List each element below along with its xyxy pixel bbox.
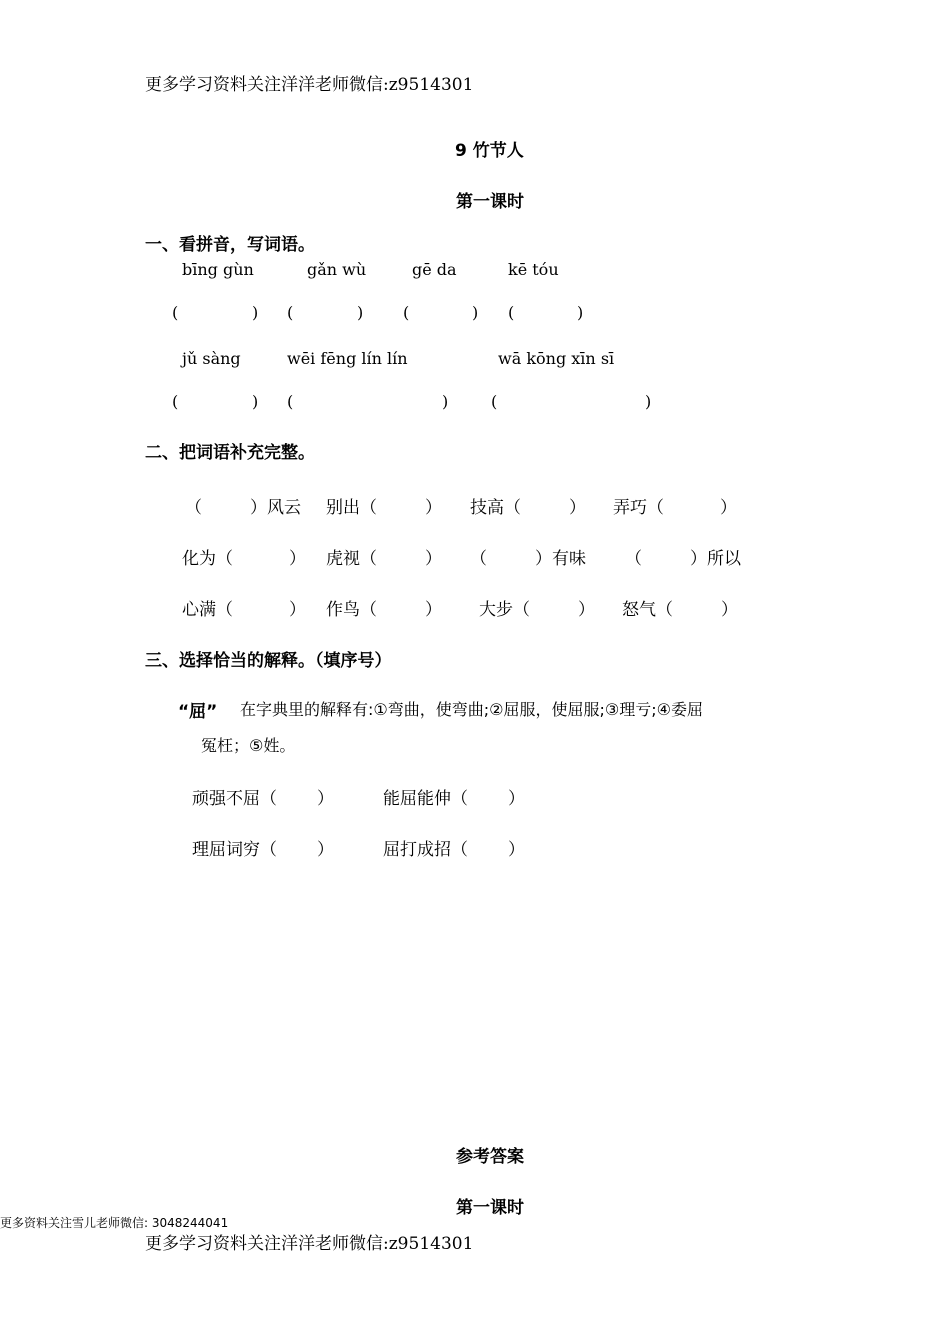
answer-bracket-open: ( — [172, 303, 179, 322]
idiom-blank: 技高（ ） — [470, 498, 586, 518]
idiom-blank: （ ）有味 — [470, 549, 586, 569]
meaning-blank: 能屈能伸（ ） — [383, 789, 525, 809]
answer-bracket-close: ) — [357, 303, 364, 322]
idiom-blank: 怒气（ ） — [622, 600, 738, 620]
answer-bracket-close: ) — [577, 303, 584, 322]
pinyin-item: wēi fēng lín lín — [287, 349, 408, 368]
section1-heading: 一、看拼音，写词语。 — [145, 235, 315, 255]
meaning-blank: 屈打成招（ ） — [383, 840, 525, 860]
answer-bracket-open: ( — [403, 303, 410, 322]
quoted-character: “屈” — [178, 702, 218, 722]
answer-bracket-close: ) — [472, 303, 479, 322]
idiom-blank: 作鸟（ ） — [326, 600, 442, 620]
idiom-blank: 化为（ ） — [182, 549, 306, 569]
answer-bracket-close: ) — [252, 303, 259, 322]
pinyin-item: gē da — [412, 260, 457, 279]
header-contact: 更多学习资料关注洋洋老师微信:z9514301 — [145, 75, 474, 95]
pinyin-item: kē tóu — [508, 260, 559, 279]
answers-lesson: 第一课时 — [456, 1198, 524, 1218]
answer-bracket-open: ( — [287, 392, 294, 411]
answer-bracket-close: ) — [645, 392, 652, 411]
idiom-blank: （ ）所以 — [625, 549, 741, 569]
pinyin-item: gǎn wù — [307, 260, 367, 279]
section2-heading: 二、把词语补充完整。 — [145, 443, 315, 463]
meaning-blank: 顽强不屈（ ） — [192, 789, 334, 809]
page-title: 9 竹节人 — [455, 141, 524, 161]
idiom-blank: （ ）风云 — [185, 498, 301, 518]
answer-bracket-open: ( — [508, 303, 515, 322]
watermark-text: 更多资料关注雪儿老师微信: 3048244041 — [0, 1216, 229, 1230]
answers-title: 参考答案 — [456, 1147, 524, 1167]
definition-line: 冤枉；⑤姓。 — [201, 736, 296, 755]
definition-line: 在字典里的解释有:①弯曲，使弯曲;②屈服，使屈服;③理亏;④委屈 — [240, 700, 703, 719]
answer-bracket-open: ( — [172, 392, 179, 411]
pinyin-item: wā kōng xīn sī — [498, 349, 615, 368]
idiom-blank: 弄巧（ ） — [613, 498, 737, 518]
lesson-title: 第一课时 — [456, 192, 524, 212]
idiom-blank: 虎视（ ） — [326, 549, 442, 569]
section3-heading: 三、选择恰当的解释。（填序号） — [145, 651, 392, 671]
meaning-blank: 理屈词穷（ ） — [192, 840, 334, 860]
idiom-blank: 大步（ ） — [479, 600, 595, 620]
answer-bracket-close: ) — [252, 392, 259, 411]
answer-bracket-open: ( — [491, 392, 498, 411]
idiom-blank: 心满（ ） — [182, 600, 306, 620]
pinyin-item: jǔ sàng — [182, 349, 241, 368]
idiom-blank: 别出（ ） — [326, 498, 442, 518]
answer-bracket-close: ) — [442, 392, 449, 411]
pinyin-item: bīng gùn — [182, 260, 254, 279]
footer-contact: 更多学习资料关注洋洋老师微信:z9514301 — [145, 1234, 474, 1254]
answer-bracket-open: ( — [287, 303, 294, 322]
